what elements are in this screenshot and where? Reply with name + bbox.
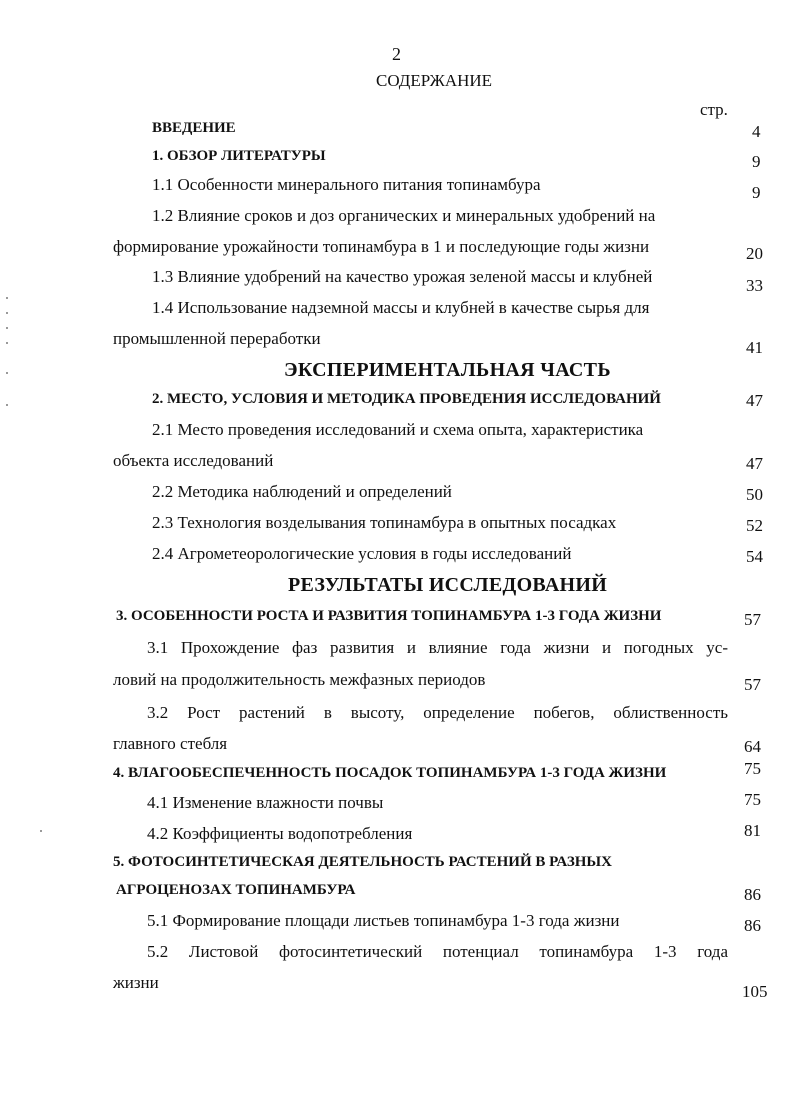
toc-entry-page: 33 — [746, 276, 763, 295]
toc-entry-page: 81 — [744, 821, 761, 840]
toc-entry-continuation: жизни — [113, 973, 159, 992]
toc-entry-page: 86 — [744, 885, 761, 904]
toc-entry-continuation: промышленной переработки — [113, 329, 321, 348]
toc-entry-title: 2.2 Методика наблюдений и определений — [152, 482, 452, 501]
toc-entry-page: 9 — [752, 183, 761, 202]
toc-entry-page: 57 — [744, 675, 761, 694]
scan-speck — [40, 830, 42, 832]
scan-speck — [6, 342, 8, 344]
toc-entry-continuation: объекта исследований — [113, 451, 274, 470]
toc-entry-title: 2.1 Место проведения исследований и схема опыта, характеристика — [152, 420, 644, 439]
toc-entry-title: 3.2 Рост растений в высоту, определение побегов, облиственность — [147, 703, 728, 722]
toc-entry-page: 9 — [752, 152, 761, 171]
toc-entry-page: 20 — [746, 244, 763, 263]
page-number: 2 — [392, 44, 401, 64]
scan-speck — [6, 297, 8, 299]
toc-entry-title: 1.3 Влияние удобрений на качество урожая зеленой массы и клубней — [152, 267, 653, 286]
toc-entry-title: ВВЕДЕНИЕ — [152, 120, 236, 136]
toc-entry-continuation: АГРОЦЕНОЗАХ ТОПИНАМБУРА — [116, 882, 356, 898]
toc-entry-page: 47 — [746, 454, 763, 473]
toc-entry-title: 3. ОСОБЕННОСТИ РОСТА И РАЗВИТИЯ ТОПИНАМБУРА 1-3 ГОДА ЖИЗНИ — [116, 608, 662, 624]
toc-entry-title: 4. ВЛАГООБЕСПЕЧЕННОСТЬ ПОСАДОК ТОПИНАМБУРА 1-3 ГОДА ЖИЗНИ — [113, 765, 667, 781]
page-title: СОДЕРЖАНИЕ — [376, 71, 493, 90]
scan-speck — [6, 404, 8, 406]
toc-entry-title: 5. ФОТОСИНТЕТИЧЕСКАЯ ДЕЯТЕЛЬНОСТЬ РАСТЕНИЙ В РАЗНЫХ — [113, 854, 612, 870]
toc-entry-title: 3.1 Прохождение фаз развития и влияние года жизни и погодных ус- — [147, 638, 728, 657]
toc-entry-continuation: формирование урожайности топинамбура в 1 и последующие годы жизни — [113, 237, 650, 256]
toc-entry-title: 4.2 Коэффициенты водопотребления — [147, 824, 413, 843]
toc-entry-page: 105 — [742, 982, 768, 1001]
toc-entry-page: 4 — [752, 122, 761, 141]
scan-speck — [6, 372, 8, 374]
toc-entry-continuation: главного стебля — [113, 734, 228, 753]
toc-entry-page: 50 — [746, 485, 763, 504]
toc-entry-page: 57 — [744, 610, 761, 629]
section-heading: ЭКСПЕРИМЕНТАЛЬНАЯ ЧАСТЬ — [284, 359, 611, 381]
toc-entry-page: 41 — [746, 338, 763, 357]
toc-entry-title: 1.2 Влияние сроков и доз органических и минеральных удобрений на — [152, 206, 656, 225]
scan-speck — [6, 312, 8, 314]
toc-entry-title: 2.3 Технология возделывания топинамбура в опытных посадках — [152, 513, 617, 532]
toc-entry-title: 1.1 Особенности минерального питания топинамбура — [152, 175, 541, 194]
toc-entry-continuation: ловий на продолжительность межфазных периодов — [113, 670, 486, 689]
toc-entry-page: 52 — [746, 516, 763, 535]
toc-entry-page: 75 — [744, 759, 761, 778]
toc-entry-page: 86 — [744, 916, 761, 935]
toc-entry-page: 64 — [744, 737, 761, 756]
toc-entry-title: 5.2 Листовой фотосинтетический потенциал топинамбура 1-3 года — [147, 942, 728, 961]
toc-entry-title: 2. МЕСТО, УСЛОВИЯ И МЕТОДИКА ПРОВЕДЕНИЯ ИССЛЕДОВАНИЙ — [152, 391, 661, 407]
toc-entry-page: 54 — [746, 547, 763, 566]
page-column-label: стр. — [700, 100, 728, 119]
toc-entry-page: 47 — [746, 391, 763, 410]
toc-entry-title: 4.1 Изменение влажности почвы — [147, 793, 384, 812]
toc-entry-page: 75 — [744, 790, 761, 809]
toc-entry-title: 1.4 Использование надземной массы и клубней в качестве сырья для — [152, 298, 650, 317]
section-heading: РЕЗУЛЬТАТЫ ИССЛЕДОВАНИЙ — [288, 574, 608, 596]
scan-speck — [6, 327, 8, 329]
toc-entry-title: 1. ОБЗОР ЛИТЕРАТУРЫ — [152, 148, 326, 164]
toc-entry-title: 5.1 Формирование площади листьев топинамбура 1-3 года жизни — [147, 911, 620, 930]
toc-entry-title: 2.4 Агрометеорологические условия в годы исследований — [152, 544, 572, 563]
